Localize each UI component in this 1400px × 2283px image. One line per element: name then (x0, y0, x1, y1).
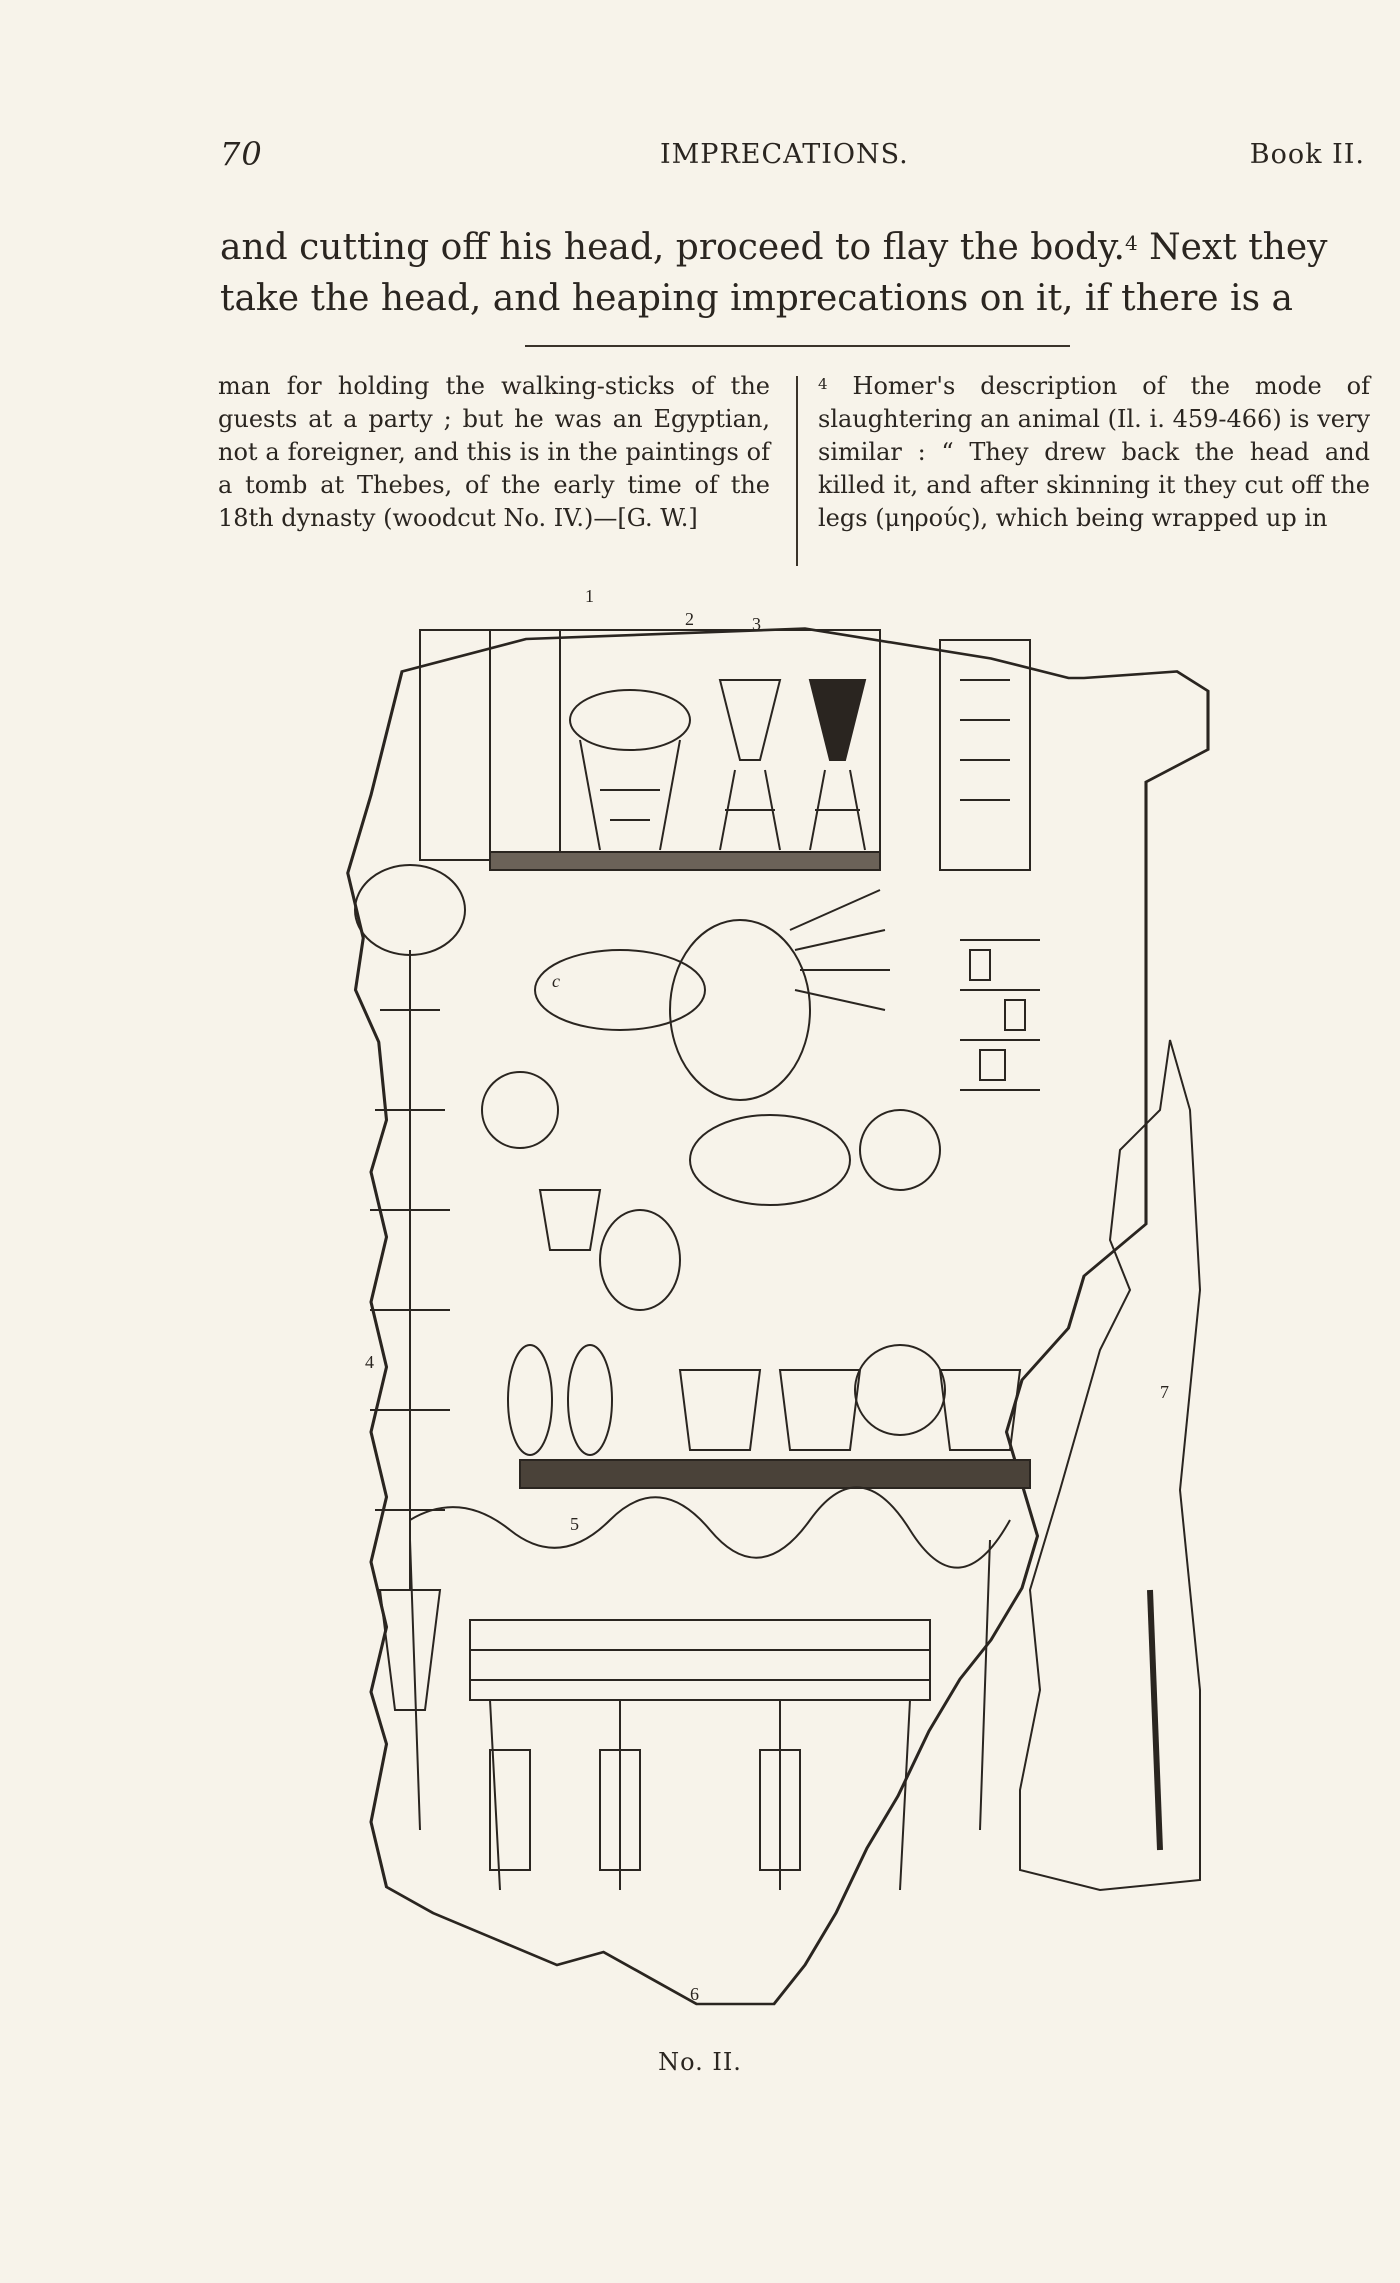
woodcut-figure (340, 590, 1220, 2050)
top-shelf (490, 852, 880, 870)
offering-stand-3 (810, 680, 865, 850)
standing-figure (1020, 1040, 1200, 1890)
footnote-ref[interactable]: 4 (1125, 231, 1138, 255)
main-text-line-1: and cutting off his head, proceed to flay the body.$^4$ Next they (220, 227, 1328, 268)
figure-label-4: 4 (365, 1352, 374, 1372)
footnote-number: 4 (818, 375, 828, 393)
vine-and-table (410, 1487, 1010, 1890)
lotus-plant-column (355, 865, 465, 1710)
hieroglyphs-right-lower (960, 940, 1040, 1090)
footnotes (218, 370, 1368, 570)
footnote-4: $^4$ Homer's description of the mode of slaughtering an animal (Il. i. 459-466) is very similar : “ They drew back the head and killed it, and after skinning it they cut off the legs (μηρούς), which being wrapped up in (818, 372, 1370, 532)
footnote-left-column (218, 370, 770, 535)
figure-label-6: 6 (690, 1984, 699, 2004)
figure-label-c: c (552, 971, 560, 991)
woodcut-illustration (340, 590, 1220, 2050)
offering-stand-2 (720, 680, 780, 850)
book-label: Book II. (1249, 139, 1365, 170)
figure-caption: No. II. (658, 2048, 742, 2076)
offerings-pile (482, 890, 1020, 1455)
middle-shelf (520, 1460, 1030, 1488)
running-header (220, 135, 1365, 179)
running-title: IMPRECATIONS. (660, 139, 909, 170)
footnote-rule (525, 345, 1070, 347)
main-text (220, 222, 1365, 324)
figure-label-5: 5 (570, 1514, 579, 1534)
figure-label-2: 2 (685, 609, 694, 629)
hieroglyph-column-2 (490, 630, 560, 860)
main-text-line-2: take the head, and heaping imprecations on it, if there is a (220, 278, 1293, 319)
page-number: 70 (220, 135, 263, 173)
figure-label-1: 1 (585, 590, 594, 606)
hieroglyph-column-right (940, 640, 1030, 870)
column-divider (796, 376, 798, 566)
footnote-right-column (818, 370, 1370, 535)
figure-label-3: 3 (752, 614, 761, 634)
figure-label-7: 7 (1160, 1382, 1169, 1402)
footnote-continued: man for holding the walking-sticks of the guests at a party ; but he was an Egyptian, not a foreigner, and this is in the paintings of a tomb at Thebes, of the early time of the 18th dynasty (woodcut No. IV.)—[G. W.] (218, 372, 770, 532)
offering-stand-1 (570, 690, 690, 850)
